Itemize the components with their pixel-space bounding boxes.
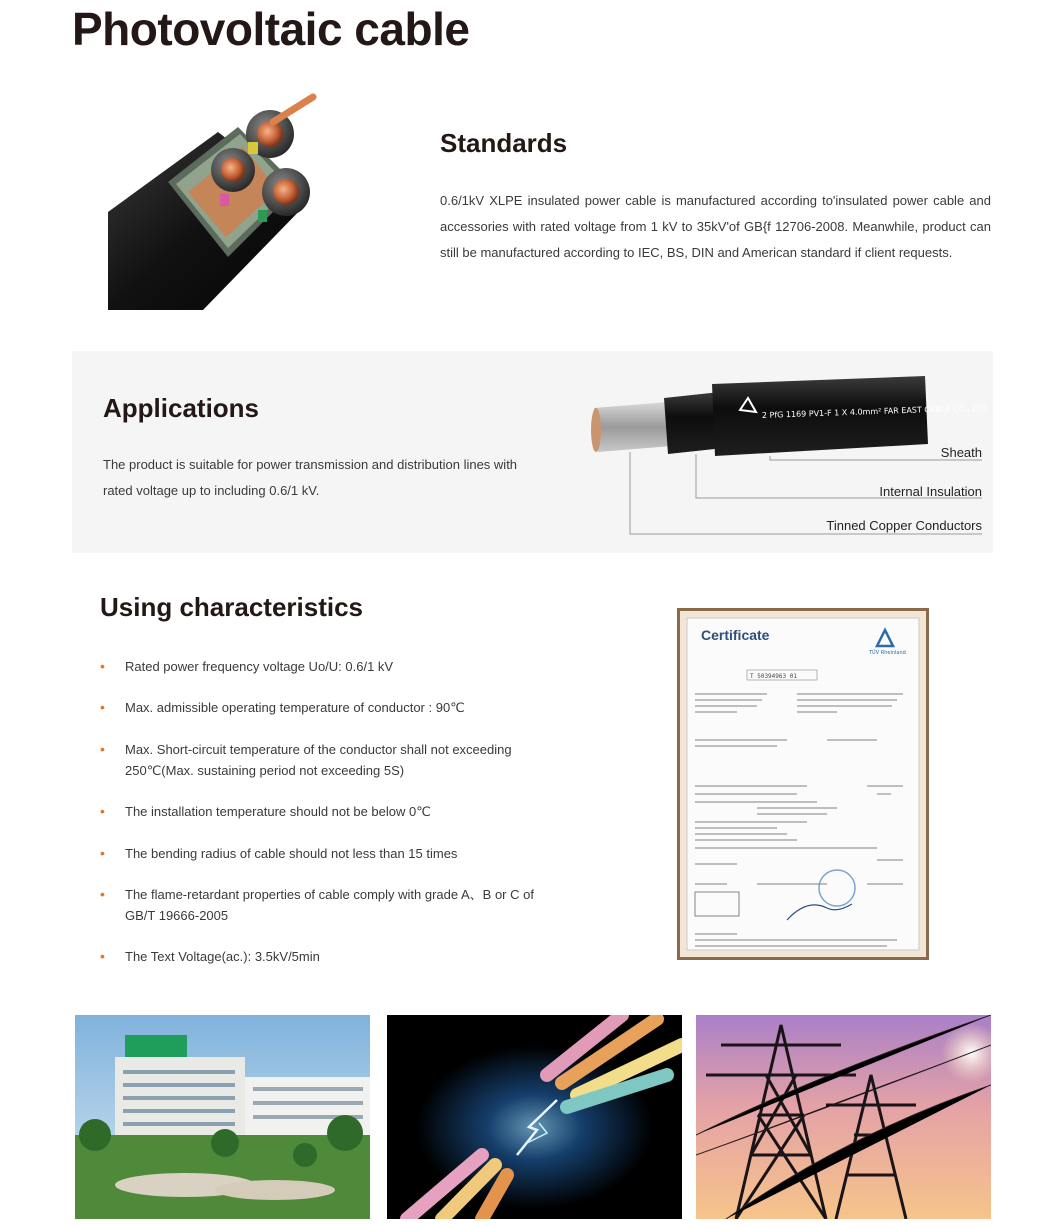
bullet-dot-icon: • <box>100 741 105 757</box>
bullet-dot-icon: • <box>100 845 105 861</box>
certificate-image <box>677 608 929 960</box>
cable-print: 2 PfG 1169 PV1-F 1 X 4.0mm² FAR EAST CABLE CO., LTD. <box>761 403 990 420</box>
callout-sheath: Sheath <box>940 445 982 460</box>
using-characteristics-title: Using characteristics <box>100 592 364 622</box>
list-item: • Max. Short-circuit temperature of the conductor shall not exceeding 250℃(Max. sustaining period not exceeding 5S) <box>100 741 512 778</box>
list-item: • The installation temperature should not be below 0℃ <box>100 801 540 822</box>
certificate-logo-text: TÜV Rheinland <box>869 650 906 656</box>
callout-tinned-copper-conductors: Tinned Copper Conductors <box>826 518 982 533</box>
bullet-dot-icon: • <box>100 886 105 902</box>
power-cable-image <box>108 92 340 310</box>
applications-title: Applications <box>103 393 260 423</box>
applications-text: The product is suitable for power transmission and distribution lines with rated voltage up to including 0.6/1 kV. <box>103 457 518 498</box>
certificate-title: Certificate <box>701 627 770 643</box>
list-item: • The bending radius of cable should not less than 15 times <box>100 843 540 864</box>
bullet-dot-icon: • <box>100 948 105 964</box>
list-item: • Max. admissible operating temperature of conductor : 90℃ <box>100 697 540 718</box>
callout-internal-insulation: Internal Insulation <box>879 484 982 499</box>
list-item: • The Text Voltage(ac.): 3.5kV/5min <box>100 946 540 967</box>
standards-title: Standards <box>440 128 568 158</box>
power-tower-photo <box>696 1015 991 1219</box>
bullet-dot-icon: • <box>100 803 105 819</box>
list-item: • The flame-retardant properties of cable comply with grade A、B or C of GB/T 19666-2005 <box>100 886 534 923</box>
pv-cable-image <box>590 372 990 542</box>
standards-text: 0.6/1kV XLPE insulated power cable is manufactured according to'insulated power cable and accessories with rated voltage from 1 kV to 35kV'of GB{f 12706-2008. Meanwhile, product can still be manufactured according to IEC, BS, DIN and American standard if client requests. <box>440 193 991 260</box>
electric-cables-photo <box>387 1015 682 1219</box>
list-item: • Rated power frequency voltage Uo/U: 0.6/1 kV <box>100 656 540 677</box>
page-title: Photovoltaic cable <box>72 3 470 55</box>
factory-building-photo <box>75 1015 370 1219</box>
bullet-dot-icon: • <box>100 658 105 674</box>
certificate-number: T 50394963 01 <box>750 673 797 680</box>
bullet-dot-icon: • <box>100 699 105 715</box>
